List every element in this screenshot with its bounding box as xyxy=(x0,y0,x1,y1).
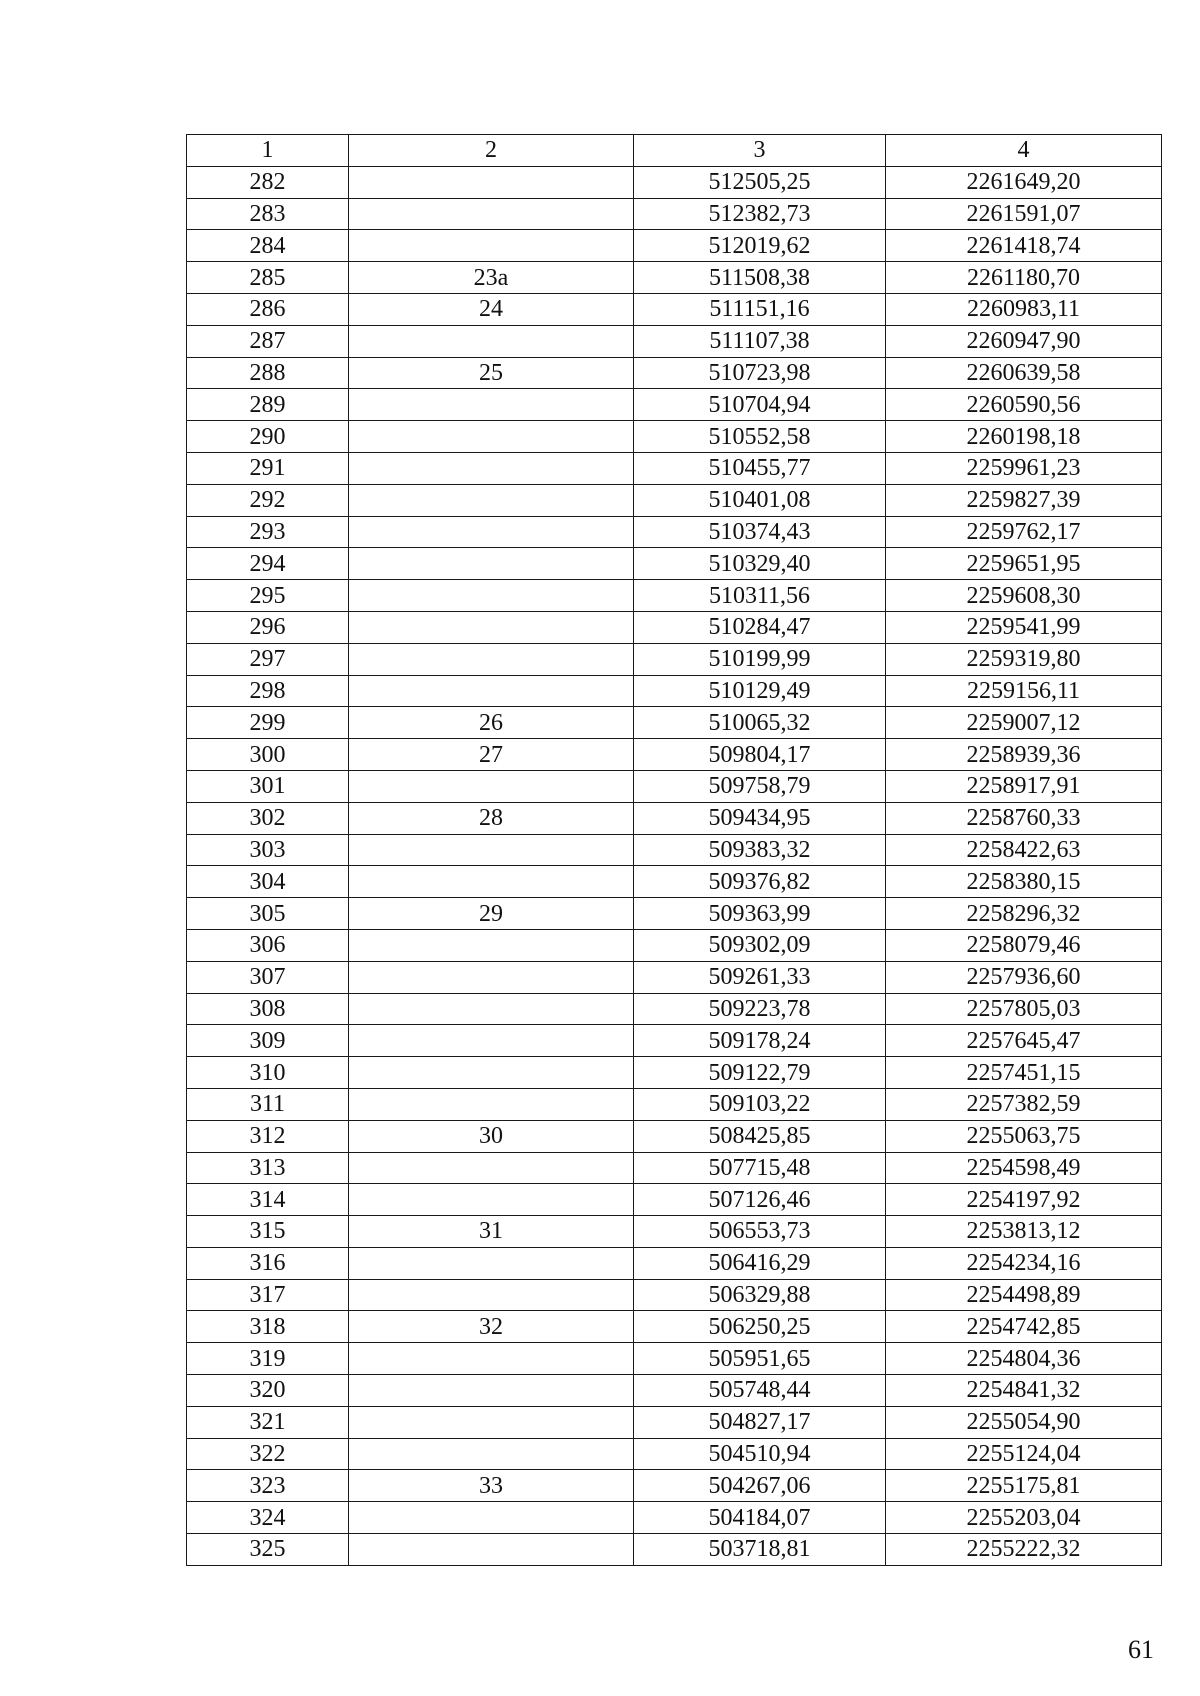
coordinate-x-cell: 510374,43 xyxy=(634,516,886,548)
coordinate-y-cell: 2254598,49 xyxy=(886,1152,1162,1184)
coordinate-x-cell: 505748,44 xyxy=(634,1375,886,1407)
point-number-cell: 25 xyxy=(349,357,634,389)
point-number-cell xyxy=(349,1088,634,1120)
row-number-cell: 282 xyxy=(187,166,349,198)
coordinate-x-cell: 504510,94 xyxy=(634,1438,886,1470)
table-row xyxy=(187,1343,1162,1375)
point-number-cell xyxy=(349,834,634,866)
table-row xyxy=(187,1375,1162,1407)
row-number-cell: 291 xyxy=(187,452,349,484)
coordinate-y-cell: 2255063,75 xyxy=(886,1120,1162,1152)
point-number-cell xyxy=(349,516,634,548)
row-number-cell: 325 xyxy=(187,1534,349,1566)
coordinate-x-cell: 509103,22 xyxy=(634,1088,886,1120)
coordinate-x-cell: 509122,79 xyxy=(634,1057,886,1089)
coordinate-y-cell: 2258760,33 xyxy=(886,802,1162,834)
row-number-cell: 308 xyxy=(187,993,349,1025)
row-number-cell: 284 xyxy=(187,230,349,262)
coordinate-x-cell: 512019,62 xyxy=(634,230,886,262)
point-number-cell: 29 xyxy=(349,898,634,930)
coordinate-y-cell: 2259007,12 xyxy=(886,707,1162,739)
row-number-cell: 285 xyxy=(187,262,349,294)
table-row xyxy=(187,1152,1162,1184)
table-row xyxy=(187,548,1162,580)
coordinate-x-cell: 510065,32 xyxy=(634,707,886,739)
point-number-cell xyxy=(349,961,634,993)
table-row xyxy=(187,1502,1162,1534)
table-row xyxy=(187,739,1162,771)
coordinate-x-cell: 511151,16 xyxy=(634,293,886,325)
point-number-cell: 30 xyxy=(349,1120,634,1152)
coordinate-x-cell: 504267,06 xyxy=(634,1470,886,1502)
coordinate-x-cell: 509383,32 xyxy=(634,834,886,866)
coordinate-y-cell: 2253813,12 xyxy=(886,1216,1162,1248)
table-body xyxy=(187,166,1162,1565)
table-row xyxy=(187,230,1162,262)
header-row xyxy=(187,135,1162,167)
table-row xyxy=(187,611,1162,643)
row-number-cell: 290 xyxy=(187,421,349,453)
row-number-cell: 317 xyxy=(187,1279,349,1311)
coordinate-y-cell: 2258079,46 xyxy=(886,929,1162,961)
table-row xyxy=(187,1247,1162,1279)
row-number-cell: 321 xyxy=(187,1406,349,1438)
coordinate-y-cell: 2255203,04 xyxy=(886,1502,1162,1534)
table-row xyxy=(187,293,1162,325)
row-number-cell: 302 xyxy=(187,802,349,834)
point-number-cell xyxy=(349,325,634,357)
coordinate-y-cell: 2259961,23 xyxy=(886,452,1162,484)
coordinate-y-cell: 2257645,47 xyxy=(886,1025,1162,1057)
point-number-cell: 32 xyxy=(349,1311,634,1343)
point-number-cell xyxy=(349,611,634,643)
coordinate-x-cell: 510401,08 xyxy=(634,484,886,516)
row-number-cell: 300 xyxy=(187,739,349,771)
table-row xyxy=(187,993,1162,1025)
row-number-cell: 307 xyxy=(187,961,349,993)
coordinate-y-cell: 2257382,59 xyxy=(886,1088,1162,1120)
coordinate-y-cell: 2255222,32 xyxy=(886,1534,1162,1566)
coordinate-y-cell: 2260947,90 xyxy=(886,325,1162,357)
table-row xyxy=(187,961,1162,993)
coordinate-y-cell: 2254197,92 xyxy=(886,1184,1162,1216)
table-row xyxy=(187,421,1162,453)
coordinate-x-cell: 509178,24 xyxy=(634,1025,886,1057)
table-row xyxy=(187,1184,1162,1216)
coordinate-y-cell: 2260198,18 xyxy=(886,421,1162,453)
point-number-cell: 27 xyxy=(349,739,634,771)
table-row xyxy=(187,1216,1162,1248)
table-row xyxy=(187,898,1162,930)
coordinate-y-cell: 2258296,32 xyxy=(886,898,1162,930)
row-number-cell: 309 xyxy=(187,1025,349,1057)
coordinate-x-cell: 510552,58 xyxy=(634,421,886,453)
table-row xyxy=(187,834,1162,866)
table-row xyxy=(187,357,1162,389)
coordinate-y-cell: 2259762,17 xyxy=(886,516,1162,548)
point-number-cell xyxy=(349,1247,634,1279)
page-number: 61 xyxy=(1128,1635,1154,1664)
point-number-cell xyxy=(349,1343,634,1375)
row-number-cell: 314 xyxy=(187,1184,349,1216)
coordinate-x-cell: 509376,82 xyxy=(634,866,886,898)
coordinate-y-cell: 2261180,70 xyxy=(886,262,1162,294)
point-number-cell xyxy=(349,929,634,961)
coordinate-y-cell: 2254804,36 xyxy=(886,1343,1162,1375)
coordinate-x-cell: 509804,17 xyxy=(634,739,886,771)
point-number-cell xyxy=(349,1184,634,1216)
coordinate-y-cell: 2259651,95 xyxy=(886,548,1162,580)
header-cell-3: 3 xyxy=(634,135,886,167)
coordinates-table xyxy=(186,134,1162,1566)
table-row xyxy=(187,198,1162,230)
row-number-cell: 323 xyxy=(187,1470,349,1502)
point-number-cell xyxy=(349,421,634,453)
row-number-cell: 294 xyxy=(187,548,349,580)
coordinate-x-cell: 506416,29 xyxy=(634,1247,886,1279)
coordinate-y-cell: 2259541,99 xyxy=(886,611,1162,643)
coordinate-x-cell: 510455,77 xyxy=(634,452,886,484)
row-number-cell: 306 xyxy=(187,929,349,961)
coordinate-x-cell: 509363,99 xyxy=(634,898,886,930)
point-number-cell xyxy=(349,1057,634,1089)
point-number-cell: 26 xyxy=(349,707,634,739)
point-number-cell: 23a xyxy=(349,262,634,294)
coordinate-x-cell: 510129,49 xyxy=(634,675,886,707)
point-number-cell xyxy=(349,1534,634,1566)
row-number-cell: 286 xyxy=(187,293,349,325)
point-number-cell xyxy=(349,452,634,484)
point-number-cell: 33 xyxy=(349,1470,634,1502)
row-number-cell: 312 xyxy=(187,1120,349,1152)
table-row xyxy=(187,325,1162,357)
row-number-cell: 322 xyxy=(187,1438,349,1470)
coordinate-y-cell: 2260639,58 xyxy=(886,357,1162,389)
point-number-cell xyxy=(349,230,634,262)
point-number-cell xyxy=(349,1025,634,1057)
table-row xyxy=(187,707,1162,739)
table-row xyxy=(187,770,1162,802)
point-number-cell xyxy=(349,1375,634,1407)
point-number-cell xyxy=(349,993,634,1025)
coordinate-y-cell: 2261649,20 xyxy=(886,166,1162,198)
row-number-cell: 319 xyxy=(187,1343,349,1375)
point-number-cell xyxy=(349,1502,634,1534)
coordinate-y-cell: 2254841,32 xyxy=(886,1375,1162,1407)
coordinate-y-cell: 2259827,39 xyxy=(886,484,1162,516)
table-row xyxy=(187,929,1162,961)
row-number-cell: 292 xyxy=(187,484,349,516)
table-row xyxy=(187,1279,1162,1311)
coordinate-y-cell: 2258380,15 xyxy=(886,866,1162,898)
coordinate-y-cell: 2257936,60 xyxy=(886,961,1162,993)
row-number-cell: 324 xyxy=(187,1502,349,1534)
coordinate-x-cell: 508425,85 xyxy=(634,1120,886,1152)
coordinate-x-cell: 510704,94 xyxy=(634,389,886,421)
point-number-cell xyxy=(349,643,634,675)
coordinate-x-cell: 507715,48 xyxy=(634,1152,886,1184)
table-row xyxy=(187,1088,1162,1120)
point-number-cell xyxy=(349,1279,634,1311)
table-row xyxy=(187,452,1162,484)
coordinate-x-cell: 509302,09 xyxy=(634,929,886,961)
row-number-cell: 283 xyxy=(187,198,349,230)
table-row xyxy=(187,1406,1162,1438)
coordinate-x-cell: 504827,17 xyxy=(634,1406,886,1438)
row-number-cell: 288 xyxy=(187,357,349,389)
coordinate-y-cell: 2255175,81 xyxy=(886,1470,1162,1502)
table-row xyxy=(187,484,1162,516)
row-number-cell: 318 xyxy=(187,1311,349,1343)
coordinate-x-cell: 509758,79 xyxy=(634,770,886,802)
coordinate-x-cell: 509223,78 xyxy=(634,993,886,1025)
table-row xyxy=(187,516,1162,548)
table-row xyxy=(187,1057,1162,1089)
coordinate-y-cell: 2258939,36 xyxy=(886,739,1162,771)
point-number-cell xyxy=(349,866,634,898)
row-number-cell: 311 xyxy=(187,1088,349,1120)
coordinate-y-cell: 2257451,15 xyxy=(886,1057,1162,1089)
coordinate-y-cell: 2255124,04 xyxy=(886,1438,1162,1470)
coordinate-y-cell: 2260983,11 xyxy=(886,293,1162,325)
row-number-cell: 296 xyxy=(187,611,349,643)
coordinate-y-cell: 2254234,16 xyxy=(886,1247,1162,1279)
coordinate-x-cell: 512382,73 xyxy=(634,198,886,230)
row-number-cell: 316 xyxy=(187,1247,349,1279)
coordinate-x-cell: 507126,46 xyxy=(634,1184,886,1216)
coordinate-x-cell: 510199,99 xyxy=(634,643,886,675)
point-number-cell xyxy=(349,1438,634,1470)
table-row xyxy=(187,643,1162,675)
header-cell-4: 4 xyxy=(886,135,1162,167)
coordinate-y-cell: 2258422,63 xyxy=(886,834,1162,866)
row-number-cell: 310 xyxy=(187,1057,349,1089)
coordinate-x-cell: 509434,95 xyxy=(634,802,886,834)
row-number-cell: 287 xyxy=(187,325,349,357)
point-number-cell xyxy=(349,198,634,230)
coordinate-x-cell: 506329,88 xyxy=(634,1279,886,1311)
coordinate-x-cell: 509261,33 xyxy=(634,961,886,993)
row-number-cell: 298 xyxy=(187,675,349,707)
coordinate-x-cell: 512505,25 xyxy=(634,166,886,198)
point-number-cell xyxy=(349,166,634,198)
point-number-cell xyxy=(349,548,634,580)
coordinate-x-cell: 506553,73 xyxy=(634,1216,886,1248)
row-number-cell: 313 xyxy=(187,1152,349,1184)
point-number-cell: 24 xyxy=(349,293,634,325)
point-number-cell: 28 xyxy=(349,802,634,834)
point-number-cell xyxy=(349,484,634,516)
coordinate-y-cell: 2259156,11 xyxy=(886,675,1162,707)
point-number-cell xyxy=(349,770,634,802)
table-row xyxy=(187,675,1162,707)
row-number-cell: 315 xyxy=(187,1216,349,1248)
table-row xyxy=(187,389,1162,421)
coordinate-y-cell: 2258917,91 xyxy=(886,770,1162,802)
row-number-cell: 289 xyxy=(187,389,349,421)
point-number-cell: 31 xyxy=(349,1216,634,1248)
coordinate-y-cell: 2254742,85 xyxy=(886,1311,1162,1343)
point-number-cell xyxy=(349,389,634,421)
table-row xyxy=(187,1534,1162,1566)
table-row xyxy=(187,1120,1162,1152)
coordinate-x-cell: 510723,98 xyxy=(634,357,886,389)
table-row xyxy=(187,1438,1162,1470)
row-number-cell: 303 xyxy=(187,834,349,866)
point-number-cell xyxy=(349,1152,634,1184)
coordinate-y-cell: 2257805,03 xyxy=(886,993,1162,1025)
point-number-cell xyxy=(349,580,634,612)
coordinate-x-cell: 510329,40 xyxy=(634,548,886,580)
row-number-cell: 293 xyxy=(187,516,349,548)
coordinate-y-cell: 2259319,80 xyxy=(886,643,1162,675)
header-cell-2: 2 xyxy=(349,135,634,167)
coordinate-x-cell: 503718,81 xyxy=(634,1534,886,1566)
coordinate-x-cell: 510311,56 xyxy=(634,580,886,612)
row-number-cell: 295 xyxy=(187,580,349,612)
row-number-cell: 297 xyxy=(187,643,349,675)
table-row xyxy=(187,1470,1162,1502)
table-row xyxy=(187,262,1162,294)
row-number-cell: 304 xyxy=(187,866,349,898)
coordinate-x-cell: 504184,07 xyxy=(634,1502,886,1534)
row-number-cell: 299 xyxy=(187,707,349,739)
point-number-cell xyxy=(349,1406,634,1438)
table-row xyxy=(187,866,1162,898)
table-row xyxy=(187,1025,1162,1057)
table-row xyxy=(187,166,1162,198)
coordinate-x-cell: 510284,47 xyxy=(634,611,886,643)
table-row xyxy=(187,580,1162,612)
row-number-cell: 305 xyxy=(187,898,349,930)
coordinate-y-cell: 2259608,30 xyxy=(886,580,1162,612)
coordinate-y-cell: 2260590,56 xyxy=(886,389,1162,421)
coordinate-y-cell: 2254498,89 xyxy=(886,1279,1162,1311)
coordinate-y-cell: 2261418,74 xyxy=(886,230,1162,262)
coordinate-x-cell: 506250,25 xyxy=(634,1311,886,1343)
coordinate-x-cell: 505951,65 xyxy=(634,1343,886,1375)
point-number-cell xyxy=(349,675,634,707)
coordinate-x-cell: 511107,38 xyxy=(634,325,886,357)
table-row xyxy=(187,1311,1162,1343)
coordinate-y-cell: 2255054,90 xyxy=(886,1406,1162,1438)
coordinate-y-cell: 2261591,07 xyxy=(886,198,1162,230)
row-number-cell: 301 xyxy=(187,770,349,802)
coordinate-x-cell: 511508,38 xyxy=(634,262,886,294)
row-number-cell: 320 xyxy=(187,1375,349,1407)
table-row xyxy=(187,802,1162,834)
header-cell-1: 1 xyxy=(187,135,349,167)
